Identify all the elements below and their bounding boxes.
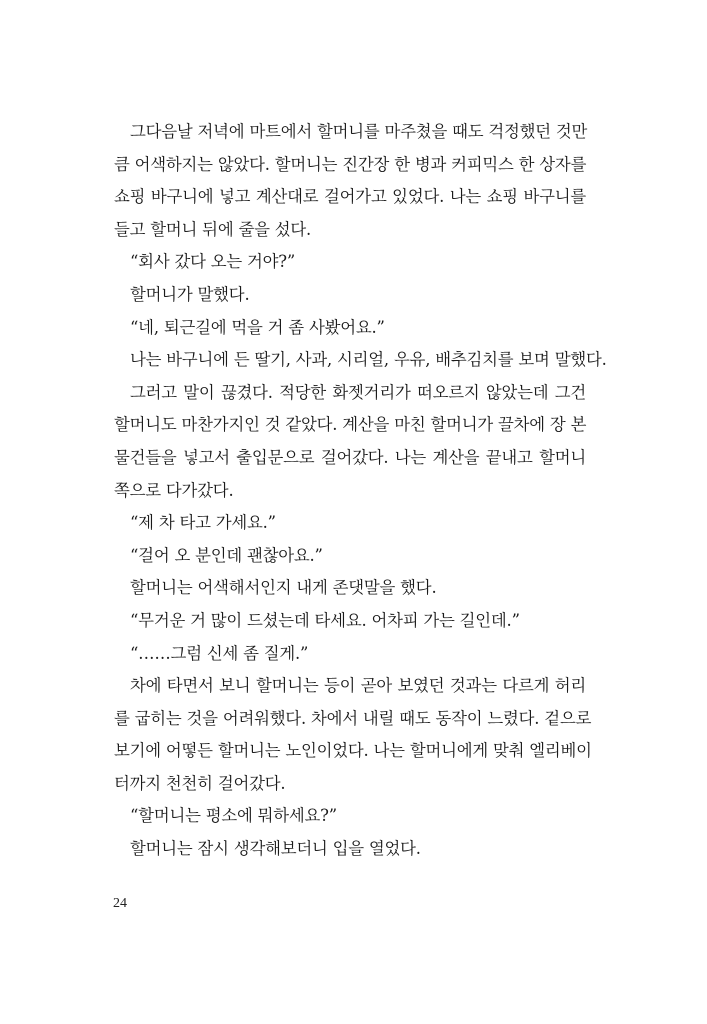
text-line: 할머니는 어색해서인지 내게 존댓말을 했다. — [130, 578, 437, 598]
dialogue-line: “네, 퇴근길에 먹을 거 좀 사봤어요.” — [130, 317, 385, 337]
text-line: 할머니는 잠시 생각해보더니 입을 열었다. — [130, 839, 421, 859]
text-line: 그다음날 저녁에 마트에서 할머니를 마주쳤을 때도 걱정했던 것만 — [130, 122, 588, 141]
dialogue-line: “……그럼 신세 좀 질게.” — [130, 643, 309, 663]
text-line: 쪽으로 다가갔다. — [114, 480, 234, 500]
text-line: 쇼핑 바구니에 넣고 계산대로 걸어가고 있었다. 나는 쇼핑 바구니를 — [114, 187, 586, 207]
text-line: 나는 바구니에 든 딸기, 사과, 시리얼, 우유, 배추김치를 보며 말했다. — [130, 350, 607, 370]
page-number: 24 — [113, 896, 127, 911]
dialogue-line: “걸어 오 분인데 괜찮아요.” — [130, 545, 323, 565]
text-line: 할머니가 말했다. — [130, 284, 250, 304]
text-line: 를 굽히는 것을 어려워했다. 차에서 내릴 때도 동작이 느렸다. 겉으로 — [114, 708, 592, 728]
text-line: 물건들을 넣고서 출입문으로 걸어갔다. 나는 계산을 끝내고 할머니 — [114, 447, 586, 467]
dialogue-line: “회사 갔다 오는 거야?” — [130, 252, 296, 272]
text-line: 터까지 천천히 걸어갔다. — [114, 773, 286, 793]
text-line: 들고 할머니 뒤에 줄을 섰다. — [114, 219, 312, 239]
text-line: 그러고 말이 끊겼다. 적당한 화젯거리가 떠오르지 않았는데 그건 — [130, 382, 586, 402]
text-line: 보기에 어떻든 할머니는 노인이었다. 나는 할머니에게 맞춰 엘리베이 — [114, 741, 592, 761]
page-body — [114, 116, 607, 866]
text-line: 큼 어색하지는 않았다. 할머니는 진간장 한 병과 커피믹스 한 상자를 — [114, 154, 587, 174]
dialogue-line: “무거운 거 많이 드셨는데 타세요. 어차피 가는 길인데.” — [130, 610, 520, 630]
dialogue-line: “제 차 타고 가세요.” — [130, 513, 276, 533]
text-line: 할머니도 마찬가지인 것 같았다. 계산을 마친 할머니가 끌차에 장 본 — [114, 415, 587, 435]
text-line: 차에 타면서 보니 할머니는 등이 곧아 보였던 것과는 다르게 허리 — [130, 676, 586, 696]
dialogue-line: “할머니는 평소에 뭐하세요?” — [130, 806, 337, 826]
